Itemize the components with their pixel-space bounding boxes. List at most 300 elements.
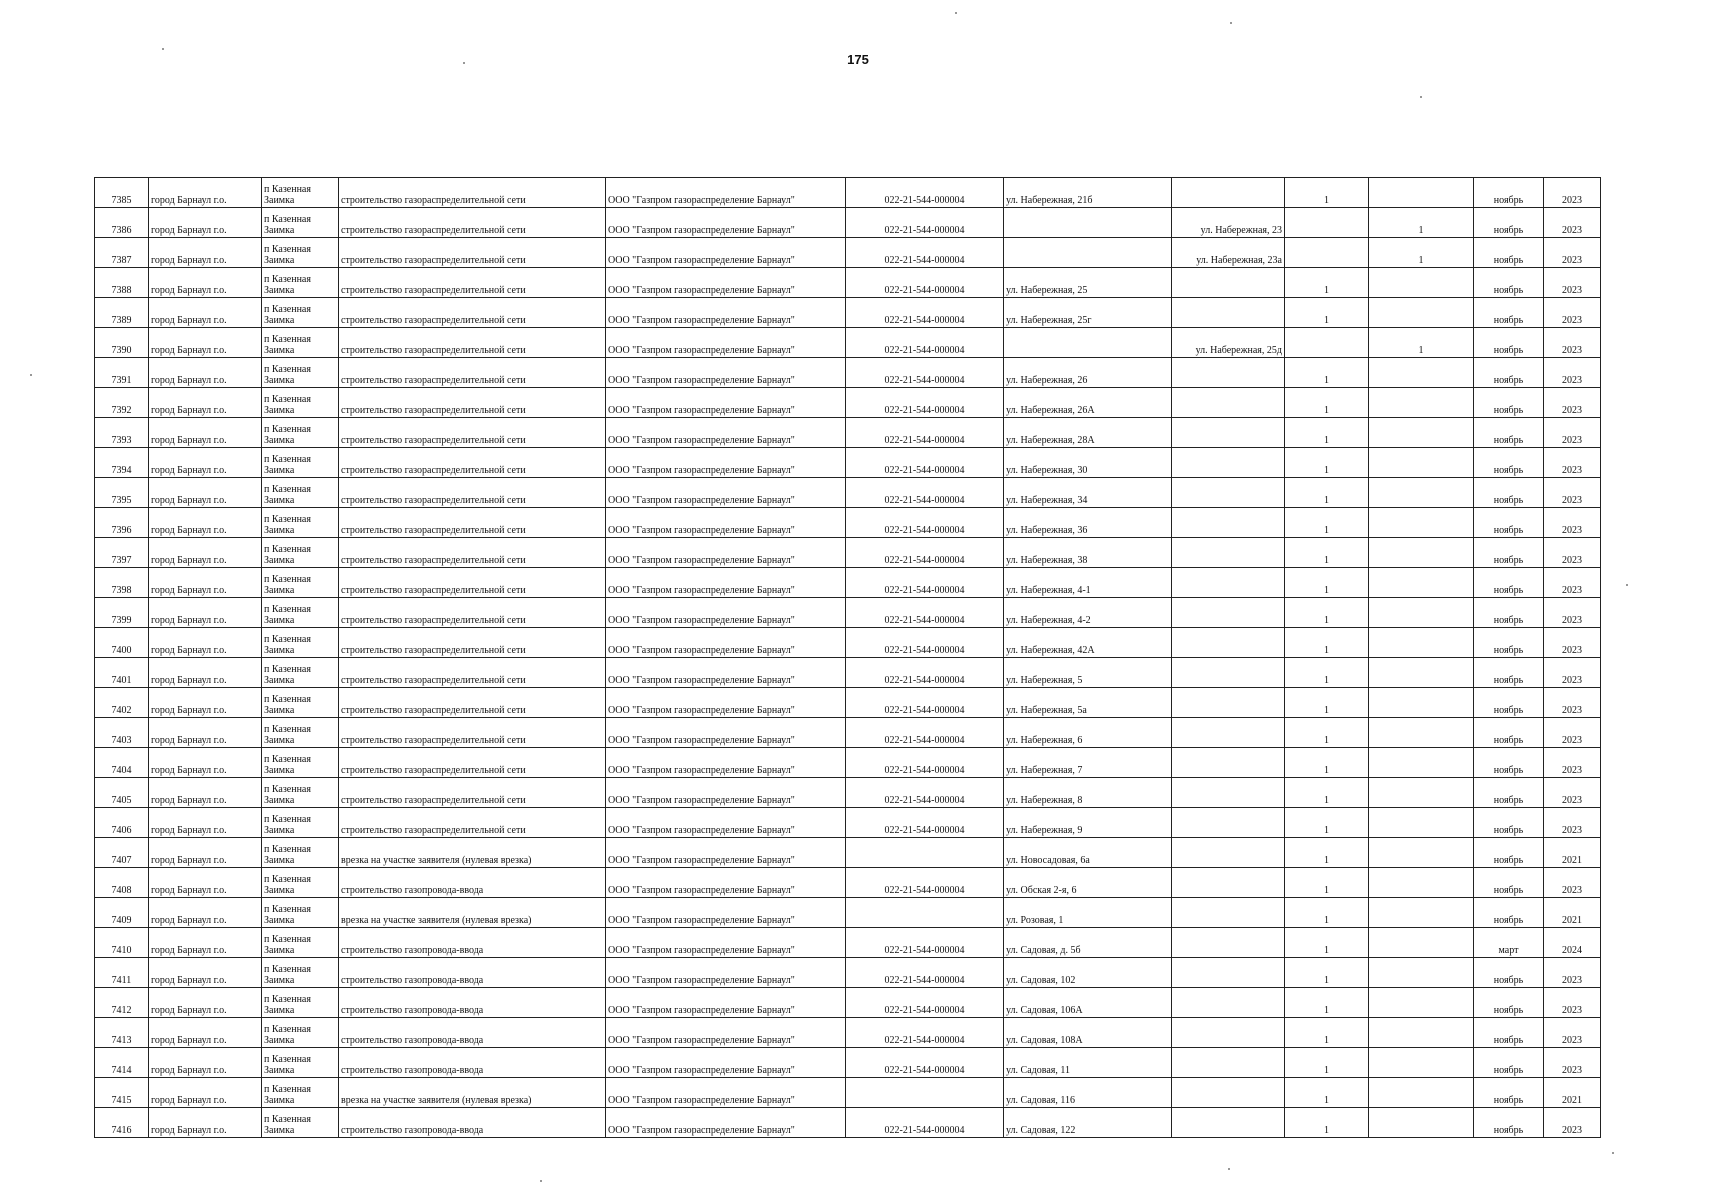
contract-code-cell: 022-21-544-000004 <box>846 418 1004 448</box>
address-alt-cell <box>1172 298 1285 328</box>
address-cell: ул. Набережная, 5 <box>1004 658 1172 688</box>
city-cell: город Барнаул г.о. <box>149 358 262 388</box>
contract-code-cell: 022-21-544-000004 <box>846 778 1004 808</box>
count-cell: 1 <box>1285 448 1369 478</box>
year-cell: 2023 <box>1544 658 1601 688</box>
count-alt-cell: 1 <box>1369 238 1474 268</box>
count-cell: 1 <box>1285 658 1369 688</box>
address-alt-cell: ул. Набережная, 25д <box>1172 328 1285 358</box>
count-alt-cell <box>1369 928 1474 958</box>
organization-cell: ООО "Газпром газораспределение Барнаул" <box>606 538 846 568</box>
work-type-cell: строительство газораспределительной сети <box>339 388 606 418</box>
row-number: 7391 <box>95 358 149 388</box>
row-number: 7410 <box>95 928 149 958</box>
table-row <box>95 868 1601 898</box>
work-type-cell: строительство газораспределительной сети <box>339 448 606 478</box>
locality-cell: п Казенная Заимка <box>262 1018 339 1048</box>
table-row <box>95 628 1601 658</box>
count-cell: 1 <box>1285 1078 1369 1108</box>
month-cell: ноябрь <box>1474 658 1544 688</box>
address-alt-cell <box>1172 508 1285 538</box>
contract-code-cell: 022-21-544-000004 <box>846 478 1004 508</box>
contract-code-cell: 022-21-544-000004 <box>846 1048 1004 1078</box>
count-cell: 1 <box>1285 628 1369 658</box>
address-alt-cell <box>1172 688 1285 718</box>
work-type-cell: врезка на участке заявителя (нулевая врезка) <box>339 898 606 928</box>
table-row <box>95 298 1601 328</box>
organization-cell: ООО "Газпром газораспределение Барнаул" <box>606 568 846 598</box>
year-cell: 2023 <box>1544 418 1601 448</box>
address-cell: ул. Набережная, 26А <box>1004 388 1172 418</box>
row-number: 7404 <box>95 748 149 778</box>
month-cell: ноябрь <box>1474 358 1544 388</box>
count-alt-cell <box>1369 598 1474 628</box>
year-cell: 2023 <box>1544 718 1601 748</box>
locality-cell: п Казенная Заимка <box>262 358 339 388</box>
month-cell: ноябрь <box>1474 868 1544 898</box>
locality-cell: п Казенная Заимка <box>262 958 339 988</box>
contract-code-cell: 022-21-544-000004 <box>846 538 1004 568</box>
row-number: 7409 <box>95 898 149 928</box>
table-row <box>95 1108 1601 1138</box>
table-row <box>95 178 1601 208</box>
address-cell: ул. Розовая, 1 <box>1004 898 1172 928</box>
city-cell: город Барнаул г.о. <box>149 688 262 718</box>
year-cell: 2023 <box>1544 268 1601 298</box>
count-cell: 1 <box>1285 718 1369 748</box>
address-cell: ул. Садовая, 106А <box>1004 988 1172 1018</box>
contract-code-cell: 022-21-544-000004 <box>846 598 1004 628</box>
address-alt-cell: ул. Набережная, 23а <box>1172 238 1285 268</box>
month-cell: ноябрь <box>1474 778 1544 808</box>
table-row <box>95 718 1601 748</box>
address-cell: ул. Новосадовая, 6а <box>1004 838 1172 868</box>
contract-code-cell: 022-21-544-000004 <box>846 388 1004 418</box>
locality-cell: п Казенная Заимка <box>262 268 339 298</box>
year-cell: 2023 <box>1544 298 1601 328</box>
month-cell: ноябрь <box>1474 628 1544 658</box>
count-alt-cell <box>1369 178 1474 208</box>
work-type-cell: строительство газопровода-ввода <box>339 868 606 898</box>
address-cell <box>1004 328 1172 358</box>
contract-code-cell <box>846 898 1004 928</box>
work-type-cell: строительство газораспределительной сети <box>339 328 606 358</box>
work-type-cell: строительство газопровода-ввода <box>339 1018 606 1048</box>
locality-cell: п Казенная Заимка <box>262 208 339 238</box>
organization-cell: ООО "Газпром газораспределение Барнаул" <box>606 838 846 868</box>
organization-cell: ООО "Газпром газораспределение Барнаул" <box>606 718 846 748</box>
table-row <box>95 478 1601 508</box>
table-row <box>95 1048 1601 1078</box>
city-cell: город Барнаул г.о. <box>149 658 262 688</box>
locality-cell: п Казенная Заимка <box>262 1078 339 1108</box>
organization-cell: ООО "Газпром газораспределение Барнаул" <box>606 958 846 988</box>
organization-cell: ООО "Газпром газораспределение Барнаул" <box>606 898 846 928</box>
organization-cell: ООО "Газпром газораспределение Барнаул" <box>606 1018 846 1048</box>
organization-cell: ООО "Газпром газораспределение Барнаул" <box>606 688 846 718</box>
work-type-cell: строительство газопровода-ввода <box>339 1048 606 1078</box>
contract-code-cell: 022-21-544-000004 <box>846 868 1004 898</box>
row-number: 7415 <box>95 1078 149 1108</box>
address-alt-cell <box>1172 538 1285 568</box>
count-cell: 1 <box>1285 808 1369 838</box>
month-cell: ноябрь <box>1474 538 1544 568</box>
locality-cell: п Казенная Заимка <box>262 388 339 418</box>
month-cell: ноябрь <box>1474 448 1544 478</box>
row-number: 7405 <box>95 778 149 808</box>
registry-rows <box>95 178 1601 1138</box>
city-cell: город Барнаул г.о. <box>149 958 262 988</box>
city-cell: город Барнаул г.о. <box>149 928 262 958</box>
month-cell: ноябрь <box>1474 388 1544 418</box>
work-type-cell: строительство газораспределительной сети <box>339 568 606 598</box>
scan-speck <box>1612 1152 1614 1154</box>
scan-speck <box>1420 96 1422 98</box>
contract-code-cell: 022-21-544-000004 <box>846 298 1004 328</box>
contract-code-cell: 022-21-544-000004 <box>846 718 1004 748</box>
row-number: 7403 <box>95 718 149 748</box>
count-cell: 1 <box>1285 268 1369 298</box>
row-number: 7412 <box>95 988 149 1018</box>
address-alt-cell <box>1172 178 1285 208</box>
locality-cell: п Казенная Заимка <box>262 538 339 568</box>
organization-cell: ООО "Газпром газораспределение Барнаул" <box>606 448 846 478</box>
address-alt-cell <box>1172 808 1285 838</box>
city-cell: город Барнаул г.о. <box>149 328 262 358</box>
table-row <box>95 1078 1601 1108</box>
month-cell: ноябрь <box>1474 298 1544 328</box>
count-cell: 1 <box>1285 538 1369 568</box>
count-alt-cell <box>1369 268 1474 298</box>
locality-cell: п Казенная Заимка <box>262 898 339 928</box>
month-cell: ноябрь <box>1474 958 1544 988</box>
contract-code-cell: 022-21-544-000004 <box>846 808 1004 838</box>
year-cell: 2024 <box>1544 928 1601 958</box>
count-alt-cell <box>1369 838 1474 868</box>
city-cell: город Барнаул г.о. <box>149 1108 262 1138</box>
count-cell: 1 <box>1285 838 1369 868</box>
count-alt-cell <box>1369 808 1474 838</box>
count-cell: 1 <box>1285 748 1369 778</box>
work-type-cell: строительство газораспределительной сети <box>339 358 606 388</box>
month-cell: ноябрь <box>1474 898 1544 928</box>
year-cell: 2023 <box>1544 1048 1601 1078</box>
address-cell: ул. Обская 2-я, 6 <box>1004 868 1172 898</box>
table-row <box>95 928 1601 958</box>
organization-cell: ООО "Газпром газораспределение Барнаул" <box>606 598 846 628</box>
row-number: 7395 <box>95 478 149 508</box>
locality-cell: п Казенная Заимка <box>262 598 339 628</box>
address-cell: ул. Садовая, 108А <box>1004 1018 1172 1048</box>
year-cell: 2021 <box>1544 898 1601 928</box>
work-type-cell: строительство газораспределительной сети <box>339 598 606 628</box>
row-number: 7402 <box>95 688 149 718</box>
table-row <box>95 208 1601 238</box>
count-alt-cell <box>1369 1018 1474 1048</box>
work-type-cell: строительство газораспределительной сети <box>339 508 606 538</box>
count-alt-cell <box>1369 1108 1474 1138</box>
locality-cell: п Казенная Заимка <box>262 748 339 778</box>
locality-cell: п Казенная Заимка <box>262 238 339 268</box>
organization-cell: ООО "Газпром газораспределение Барнаул" <box>606 868 846 898</box>
address-alt-cell <box>1172 718 1285 748</box>
contract-code-cell: 022-21-544-000004 <box>846 1018 1004 1048</box>
count-cell: 1 <box>1285 778 1369 808</box>
locality-cell: п Казенная Заимка <box>262 658 339 688</box>
city-cell: город Барнаул г.о. <box>149 448 262 478</box>
table-row <box>95 538 1601 568</box>
year-cell: 2023 <box>1544 688 1601 718</box>
count-cell: 1 <box>1285 358 1369 388</box>
address-cell: ул. Набережная, 4-1 <box>1004 568 1172 598</box>
address-cell <box>1004 238 1172 268</box>
contract-code-cell: 022-21-544-000004 <box>846 208 1004 238</box>
address-cell: ул. Садовая, 102 <box>1004 958 1172 988</box>
year-cell: 2023 <box>1544 208 1601 238</box>
contract-code-cell: 022-21-544-000004 <box>846 958 1004 988</box>
city-cell: город Барнаул г.о. <box>149 598 262 628</box>
table-row <box>95 328 1601 358</box>
organization-cell: ООО "Газпром газораспределение Барнаул" <box>606 748 846 778</box>
month-cell: ноябрь <box>1474 808 1544 838</box>
year-cell: 2023 <box>1544 538 1601 568</box>
address-cell: ул. Набережная, 42А <box>1004 628 1172 658</box>
table-row <box>95 418 1601 448</box>
organization-cell: ООО "Газпром газораспределение Барнаул" <box>606 658 846 688</box>
year-cell: 2023 <box>1544 388 1601 418</box>
month-cell: ноябрь <box>1474 748 1544 778</box>
month-cell: март <box>1474 928 1544 958</box>
count-alt-cell <box>1369 628 1474 658</box>
locality-cell: п Казенная Заимка <box>262 628 339 658</box>
table-row <box>95 898 1601 928</box>
row-number: 7413 <box>95 1018 149 1048</box>
table-row <box>95 358 1601 388</box>
count-alt-cell <box>1369 868 1474 898</box>
count-alt-cell <box>1369 568 1474 598</box>
contract-code-cell: 022-21-544-000004 <box>846 988 1004 1018</box>
address-alt-cell: ул. Набережная, 23 <box>1172 208 1285 238</box>
work-type-cell: строительство газораспределительной сети <box>339 688 606 718</box>
address-alt-cell <box>1172 748 1285 778</box>
contract-code-cell: 022-21-544-000004 <box>846 358 1004 388</box>
month-cell: ноябрь <box>1474 598 1544 628</box>
count-cell: 1 <box>1285 988 1369 1018</box>
city-cell: город Барнаул г.о. <box>149 1078 262 1108</box>
year-cell: 2023 <box>1544 808 1601 838</box>
contract-code-cell: 022-21-544-000004 <box>846 268 1004 298</box>
address-alt-cell <box>1172 1078 1285 1108</box>
address-cell <box>1004 208 1172 238</box>
locality-cell: п Казенная Заимка <box>262 928 339 958</box>
count-alt-cell <box>1369 988 1474 1018</box>
work-type-cell: строительство газопровода-ввода <box>339 1108 606 1138</box>
address-cell: ул. Набережная, 25 <box>1004 268 1172 298</box>
year-cell: 2023 <box>1544 178 1601 208</box>
month-cell: ноябрь <box>1474 568 1544 598</box>
contract-code-cell <box>846 838 1004 868</box>
count-cell: 1 <box>1285 298 1369 328</box>
count-alt-cell <box>1369 778 1474 808</box>
city-cell: город Барнаул г.о. <box>149 418 262 448</box>
month-cell: ноябрь <box>1474 508 1544 538</box>
year-cell: 2023 <box>1544 238 1601 268</box>
table-row <box>95 658 1601 688</box>
table-row <box>95 508 1601 538</box>
organization-cell: ООО "Газпром газораспределение Барнаул" <box>606 988 846 1018</box>
city-cell: город Барнаул г.о. <box>149 778 262 808</box>
organization-cell: ООО "Газпром газораспределение Барнаул" <box>606 808 846 838</box>
work-type-cell: врезка на участке заявителя (нулевая врезка) <box>339 838 606 868</box>
count-alt-cell <box>1369 448 1474 478</box>
city-cell: город Барнаул г.о. <box>149 748 262 778</box>
locality-cell: п Казенная Заимка <box>262 1048 339 1078</box>
count-alt-cell <box>1369 538 1474 568</box>
city-cell: город Барнаул г.о. <box>149 268 262 298</box>
address-cell: ул. Набережная, 30 <box>1004 448 1172 478</box>
locality-cell: п Казенная Заимка <box>262 508 339 538</box>
month-cell: ноябрь <box>1474 718 1544 748</box>
contract-code-cell: 022-21-544-000004 <box>846 178 1004 208</box>
address-alt-cell <box>1172 568 1285 598</box>
work-type-cell: строительство газопровода-ввода <box>339 928 606 958</box>
contract-code-cell: 022-21-544-000004 <box>846 328 1004 358</box>
organization-cell: ООО "Газпром газораспределение Барнаул" <box>606 1078 846 1108</box>
city-cell: город Барнаул г.о. <box>149 538 262 568</box>
scan-speck <box>1228 1168 1230 1170</box>
month-cell: ноябрь <box>1474 418 1544 448</box>
scan-speck <box>1230 22 1232 24</box>
city-cell: город Барнаул г.о. <box>149 838 262 868</box>
work-type-cell: строительство газораспределительной сети <box>339 658 606 688</box>
year-cell: 2023 <box>1544 1018 1601 1048</box>
locality-cell: п Казенная Заимка <box>262 178 339 208</box>
city-cell: город Барнаул г.о. <box>149 1018 262 1048</box>
count-alt-cell <box>1369 418 1474 448</box>
contract-code-cell: 022-21-544-000004 <box>846 568 1004 598</box>
year-cell: 2023 <box>1544 448 1601 478</box>
organization-cell: ООО "Газпром газораспределение Барнаул" <box>606 418 846 448</box>
table-row <box>95 598 1601 628</box>
registry-table <box>94 177 1601 1138</box>
count-alt-cell <box>1369 508 1474 538</box>
count-cell: 1 <box>1285 1018 1369 1048</box>
locality-cell: п Казенная Заимка <box>262 478 339 508</box>
contract-code-cell: 022-21-544-000004 <box>846 238 1004 268</box>
locality-cell: п Казенная Заимка <box>262 1108 339 1138</box>
address-cell: ул. Набережная, 34 <box>1004 478 1172 508</box>
locality-cell: п Казенная Заимка <box>262 778 339 808</box>
count-cell: 1 <box>1285 598 1369 628</box>
address-alt-cell <box>1172 478 1285 508</box>
row-number: 7408 <box>95 868 149 898</box>
row-number: 7411 <box>95 958 149 988</box>
scan-speck <box>540 1180 542 1182</box>
locality-cell: п Казенная Заимка <box>262 688 339 718</box>
month-cell: ноябрь <box>1474 478 1544 508</box>
count-alt-cell: 1 <box>1369 208 1474 238</box>
work-type-cell: строительство газораспределительной сети <box>339 268 606 298</box>
organization-cell: ООО "Газпром газораспределение Барнаул" <box>606 778 846 808</box>
count-alt-cell <box>1369 358 1474 388</box>
count-cell: 1 <box>1285 178 1369 208</box>
city-cell: город Барнаул г.о. <box>149 298 262 328</box>
table-row <box>95 838 1601 868</box>
table-row <box>95 1018 1601 1048</box>
row-number: 7401 <box>95 658 149 688</box>
row-number: 7390 <box>95 328 149 358</box>
work-type-cell: строительство газораспределительной сети <box>339 538 606 568</box>
row-number: 7400 <box>95 628 149 658</box>
work-type-cell: строительство газораспределительной сети <box>339 748 606 778</box>
table-row <box>95 448 1601 478</box>
organization-cell: ООО "Газпром газораспределение Барнаул" <box>606 328 846 358</box>
address-cell: ул. Набережная, 28А <box>1004 418 1172 448</box>
table-row <box>95 238 1601 268</box>
table-row <box>95 268 1601 298</box>
month-cell: ноябрь <box>1474 1108 1544 1138</box>
address-alt-cell <box>1172 928 1285 958</box>
count-cell: 1 <box>1285 418 1369 448</box>
address-cell: ул. Садовая, 116 <box>1004 1078 1172 1108</box>
year-cell: 2023 <box>1544 568 1601 598</box>
count-cell: 1 <box>1285 478 1369 508</box>
work-type-cell: строительство газораспределительной сети <box>339 778 606 808</box>
count-alt-cell <box>1369 478 1474 508</box>
organization-cell: ООО "Газпром газораспределение Барнаул" <box>606 298 846 328</box>
locality-cell: п Казенная Заимка <box>262 868 339 898</box>
count-alt-cell: 1 <box>1369 328 1474 358</box>
organization-cell: ООО "Газпром газораспределение Барнаул" <box>606 478 846 508</box>
organization-cell: ООО "Газпром газораспределение Барнаул" <box>606 268 846 298</box>
contract-code-cell: 022-21-544-000004 <box>846 508 1004 538</box>
address-alt-cell <box>1172 448 1285 478</box>
row-number: 7416 <box>95 1108 149 1138</box>
count-cell: 1 <box>1285 1048 1369 1078</box>
count-cell: 1 <box>1285 388 1369 418</box>
organization-cell: ООО "Газпром газораспределение Барнаул" <box>606 928 846 958</box>
year-cell: 2023 <box>1544 508 1601 538</box>
organization-cell: ООО "Газпром газораспределение Барнаул" <box>606 208 846 238</box>
row-number: 7399 <box>95 598 149 628</box>
address-cell: ул. Садовая, 122 <box>1004 1108 1172 1138</box>
city-cell: город Барнаул г.о. <box>149 808 262 838</box>
count-cell <box>1285 238 1369 268</box>
row-number: 7406 <box>95 808 149 838</box>
year-cell: 2023 <box>1544 958 1601 988</box>
locality-cell: п Казенная Заимка <box>262 298 339 328</box>
address-cell: ул. Набережная, 4-2 <box>1004 598 1172 628</box>
city-cell: город Барнаул г.о. <box>149 718 262 748</box>
city-cell: город Барнаул г.о. <box>149 178 262 208</box>
scan-speck <box>955 12 957 14</box>
city-cell: город Барнаул г.о. <box>149 508 262 538</box>
address-alt-cell <box>1172 628 1285 658</box>
row-number: 7386 <box>95 208 149 238</box>
year-cell: 2023 <box>1544 358 1601 388</box>
organization-cell: ООО "Газпром газораспределение Барнаул" <box>606 238 846 268</box>
contract-code-cell <box>846 1078 1004 1108</box>
city-cell: город Барнаул г.о. <box>149 208 262 238</box>
address-alt-cell <box>1172 838 1285 868</box>
address-cell: ул. Набережная, 38 <box>1004 538 1172 568</box>
row-number: 7387 <box>95 238 149 268</box>
year-cell: 2023 <box>1544 478 1601 508</box>
year-cell: 2021 <box>1544 838 1601 868</box>
count-cell <box>1285 328 1369 358</box>
address-cell: ул. Набережная, 6 <box>1004 718 1172 748</box>
address-cell: ул. Набережная, 5а <box>1004 688 1172 718</box>
